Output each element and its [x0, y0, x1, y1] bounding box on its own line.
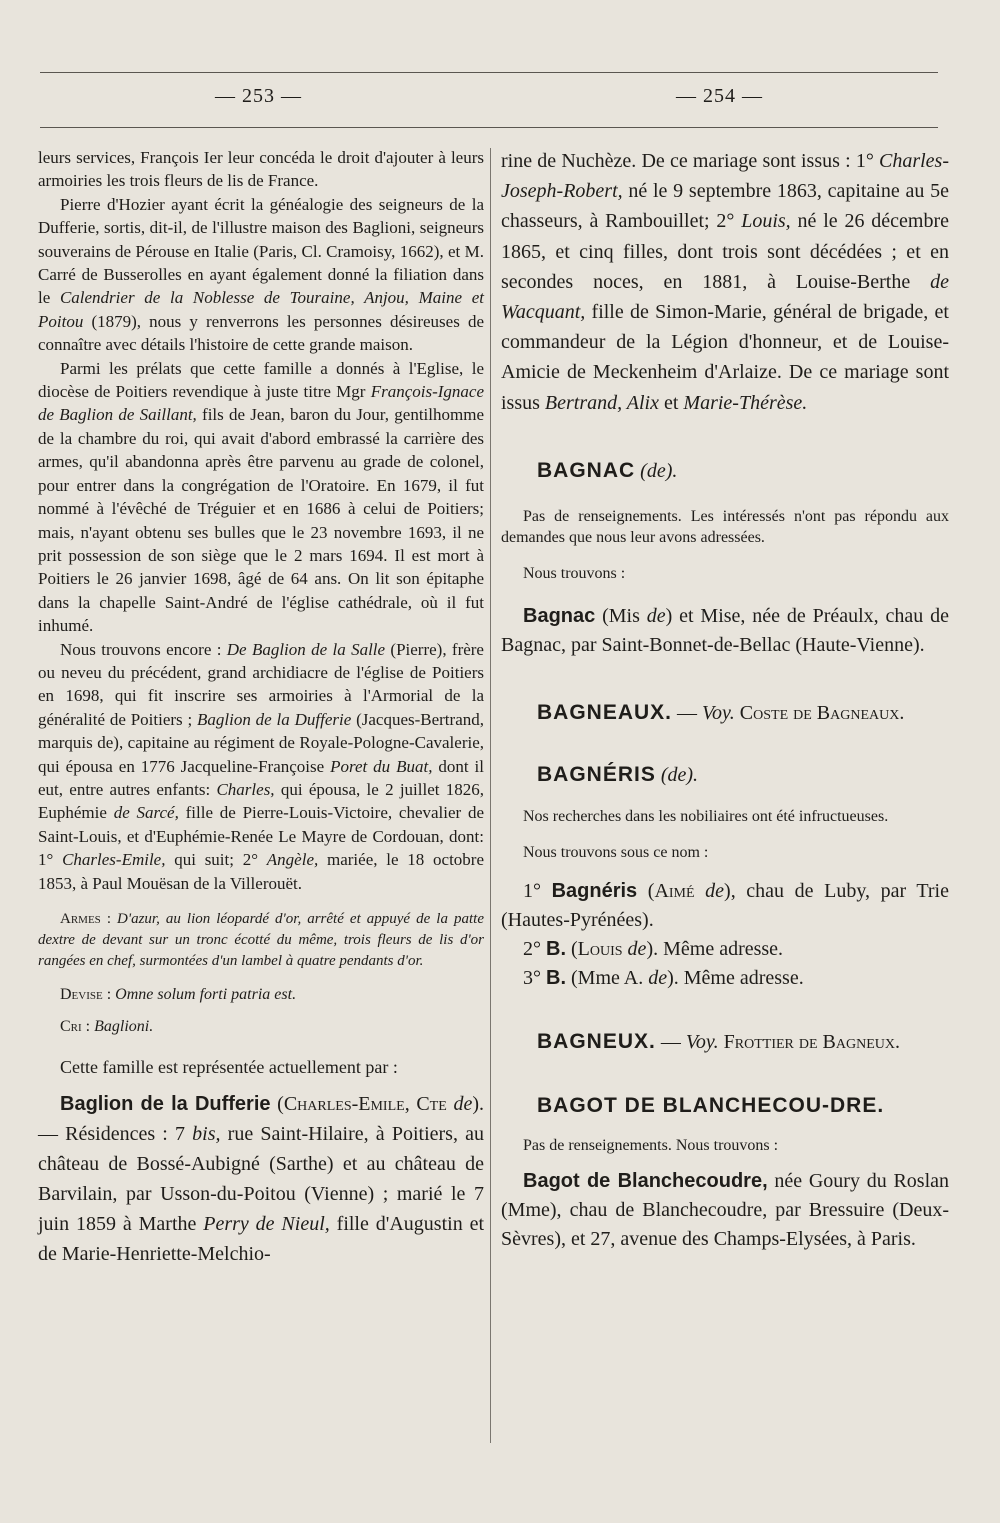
text: ), chau de Luby, par Trie (Hautes-Pyrénées).	[501, 880, 949, 932]
entry-name: B.	[546, 967, 566, 990]
text: Pas de renseignements. Les intéressés n'ont pas répondu aux demandes que nous leur avons adressées.	[501, 507, 949, 547]
text: Parmi les prélats que cette famille a donnés à l'Eglise, le diocèse de Poitiers revendique à juste titre Mgr	[38, 358, 484, 402]
text: qui épousa, le 2 juillet 1826, Euphémie	[38, 779, 485, 823]
text: —	[655, 1031, 686, 1054]
italic-text: de	[705, 880, 725, 903]
italic-name: Marie-Thérèse.	[683, 391, 808, 414]
text: (Jacques-Bertrand, marquis de), capitaine au régiment de Royale-Pologne-Cavalerie, qui épousa en 1776 Jacqueline-Françoise	[38, 709, 484, 776]
italic-name: Baglion de la Dufferie	[197, 709, 352, 729]
text: Pierre d'Hozier ayant écrit la généalogie des seigneurs de la Dufferie, sortis, dit-il, de l'illustre maison des Baglioni, seigneurs souverains de Pérouse en Italie (Paris, Cl. Cramoisy, 1662), et M. Carré de Busserolles en ayant également donné la filiation dans le	[38, 194, 484, 308]
italic-text: de	[627, 938, 647, 961]
arms-paragraph	[38, 909, 484, 972]
text: rine de Nuchèze. De ce mariage sont issus : 1°	[501, 150, 879, 172]
entry-bagneris-1	[501, 877, 949, 935]
italic-name: Angèle,	[266, 850, 319, 870]
text: qui suit; 2°	[165, 850, 267, 870]
paragraph-prelats	[38, 357, 484, 638]
text: ). — Résidences : 7	[38, 1093, 484, 1146]
entry-name: Bagnac	[523, 605, 596, 628]
devise-label: Devise :	[60, 986, 112, 1003]
text: rue Saint-Hilaire, à Poitiers, au château de Bossé-Aubigné (Sarthe) et au château de Barvilain, par Usson-du-Poitou (Vienne) ; marié le 7 juin 1859 à Marthe	[38, 1123, 484, 1236]
left-column	[38, 146, 484, 1269]
text: (Aimé	[637, 880, 706, 903]
top-rule	[40, 72, 938, 73]
text: (Pierre), frère ou neveu du précédent, grand archidiacre de l'église de Poitiers en 1698, qui fit inscrire ses armoiries à l'Armorial de la généralité de Poitiers ;	[38, 639, 484, 729]
right-page-number: — 254 —	[676, 85, 763, 107]
trouvons-bagnac	[501, 563, 949, 585]
heading-name: BAGOT DE BLANCHECOU-DRE.	[537, 1094, 885, 1118]
italic-text: de	[646, 605, 666, 628]
cross-reference: Coste de Bagneaux.	[734, 702, 905, 725]
text: ). Même adresse.	[667, 967, 804, 990]
italic-name: Charles-Joseph-Robert,	[501, 150, 949, 203]
text: né le 9 septembre 1863, capitaine au 5e chasseurs, à Rambouillet; 2°	[501, 180, 949, 233]
italic-name: Charles-Emile,	[62, 850, 166, 870]
represented-line	[38, 1056, 484, 1079]
cri-text: Baglioni.	[90, 1018, 154, 1035]
text: ). Même adresse.	[646, 938, 784, 961]
devise-text: Omne solum forti patria est.	[111, 986, 297, 1003]
heading-particle: (de).	[640, 459, 678, 482]
text: né le 26 décembre 1865, et cinq filles, dont trois sont décédées ; et en secondes noces, en 1881, à Louise-Berthe	[501, 210, 949, 293]
note-bagneris	[501, 806, 949, 828]
entry-name: Bagnéris	[551, 880, 638, 903]
text: Nous trouvons :	[523, 564, 626, 582]
entry-bagneris-2	[501, 935, 949, 964]
heading-particle: (de).	[660, 764, 699, 787]
text: Pas de renseignements. Nous trouvons :	[523, 1137, 779, 1155]
text: Cette famille est représentée actuellement par :	[60, 1057, 398, 1077]
entry-bagneris-3	[501, 964, 949, 993]
heading-bagneaux	[501, 698, 949, 728]
entry-name: Bagot de Blanchecoudre,	[523, 1169, 768, 1192]
heading-name: BAGNAC	[537, 458, 636, 482]
text: (Charles-Emile, Cte	[270, 1093, 454, 1116]
italic-name: Charles,	[216, 779, 275, 799]
entry-bagnac	[501, 602, 949, 660]
heading-name: BAGNEAUX.	[537, 701, 673, 725]
text: fille de Simon-Marie, général de brigade, et commandeur de la Légion d'honneur, et de Louise-Amicie de Meckenheim d'Arlaize. De ce mariage sont issus	[501, 301, 949, 414]
italic-text: bis,	[192, 1123, 221, 1146]
italic-name: François-Ignace de Baglion de Saillant,	[38, 382, 484, 425]
italic-name: de Wacquant,	[501, 270, 949, 324]
arms-text: D'azur, au lion léopardé d'or, arrêté et appuyé de la patte dextre de devant sur un tronc écotté du même, trois fleurs de lis d'or rangées en chef, surmontées d'un lambel à quatre pendants d'or.	[38, 911, 484, 969]
left-page-number: — 253 —	[215, 85, 302, 107]
text: (Mis	[595, 605, 647, 628]
item-number: 1°	[523, 880, 541, 903]
column-divider	[490, 148, 491, 1443]
italic-name: Perry de Nieul,	[203, 1213, 330, 1236]
italic-text: de	[648, 967, 668, 990]
entry-baglion-dufferie	[38, 1089, 484, 1269]
text: (Mme A.	[566, 967, 649, 990]
text: fils de Jean, baron du Jour, gentilhomme de la chambre du roi, qui avait d'abord embrassé la carrière des armes, qu'il abandonna après être parvenu au grade de colonel, pour entrer dans la congrégation de l'Oratoire. En 1679, il fut nommé à l'évêché de Tréguier et en 1686 à celui de Poitiers; mais, n'ayant obtenu ses bulles que le 23 novembre 1693, il ne prit possession de son siège que le 2 mars 1694. Il est mort à Poitiers le 26 janvier 1698, âgé de 64 ans. On lit son épitaphe dans la chapelle Saint-André de l'église cathédrale, où il fut inhumé.	[38, 405, 484, 636]
text: fille d'Augustin et de Marie-Henriette-Melchio-	[38, 1213, 485, 1266]
italic-title: Calendrier de la Noblesse de Touraine, Anjou, Maine et Poitou	[38, 288, 484, 331]
trouvons-bagneris	[501, 842, 949, 864]
text: —	[672, 702, 703, 725]
text: et	[658, 391, 684, 414]
note-bagnac	[501, 506, 949, 549]
header-rule	[40, 127, 938, 128]
text: mariée, le 18 octobre 1853, à Paul Mouësan de la Villerouët.	[38, 850, 484, 893]
text: Nous trouvons sous ce nom :	[523, 843, 709, 861]
devise-line	[38, 984, 484, 1006]
arms-label: Armes :	[60, 911, 111, 927]
heading-bagneris	[501, 760, 949, 790]
paragraph-francois	[38, 146, 484, 193]
italic-name: Bertrand, Alix	[544, 391, 659, 414]
text: ) et Mise, née de Préaulx, chau de Bagnac, par Saint-Bonnet-de-Bellac (Haute-Vienne).	[501, 605, 949, 657]
entry-name: Baglion de la Dufferie	[60, 1093, 271, 1116]
italic-name: De Baglion de la Salle	[226, 639, 386, 659]
note-bagot	[501, 1135, 949, 1157]
cri-label: Cri :	[60, 1018, 91, 1035]
item-number: 3°	[523, 967, 541, 990]
heading-bagneux	[501, 1027, 949, 1057]
entry-name: B.	[546, 938, 566, 961]
italic-name: de Sarcé,	[113, 803, 179, 823]
paragraph-trouvons-encore	[38, 638, 484, 895]
paragraph-hozier	[38, 193, 484, 357]
paragraph-nucheze	[501, 146, 949, 418]
italic-text: de	[453, 1093, 473, 1116]
text: (Louis	[566, 938, 628, 961]
heading-name: BAGNEUX.	[537, 1030, 656, 1054]
text: Nous trouvons encore :	[60, 639, 227, 659]
text: née Goury du Roslan (Mme), chau de Blanchecoudre, par Bressuire (Deux-Sèvres), et 27, avenue des Champs-Elysées, à Paris.	[501, 1169, 950, 1250]
heading-bagnac	[501, 456, 949, 486]
text: leurs services, François Ier leur concéda le droit d'ajouter à leurs armoiries les trois fleurs de lis de France.	[38, 148, 484, 191]
voy-text: Voy.	[685, 1031, 719, 1054]
entry-bagot	[501, 1167, 949, 1254]
text: dont il eut, entre autres enfants:	[38, 756, 484, 799]
voy-text: Voy.	[702, 702, 735, 725]
cross-reference: Frottier de Bagneux.	[718, 1031, 900, 1054]
text: Nos recherches dans les nobiliaires ont été infructueuses.	[523, 808, 889, 826]
text: fille de Pierre-Louis-Victoire, chevalier de Saint-Louis, et d'Euphémie-Renée Le Mayre de Cordouan, dont: 1°	[38, 803, 485, 870]
right-column	[501, 146, 949, 1254]
text: (1879), nous y renverrons les personnes désireuses de connaître avec détails l'histoire de cette grande maison.	[38, 311, 484, 355]
heading-bagot	[501, 1091, 949, 1121]
italic-name: Louis,	[741, 210, 791, 233]
item-number: 2°	[523, 938, 541, 961]
cri-line	[38, 1016, 484, 1038]
italic-name: Poret du Buat,	[330, 756, 433, 776]
heading-name: BAGNÉRIS	[537, 763, 656, 787]
